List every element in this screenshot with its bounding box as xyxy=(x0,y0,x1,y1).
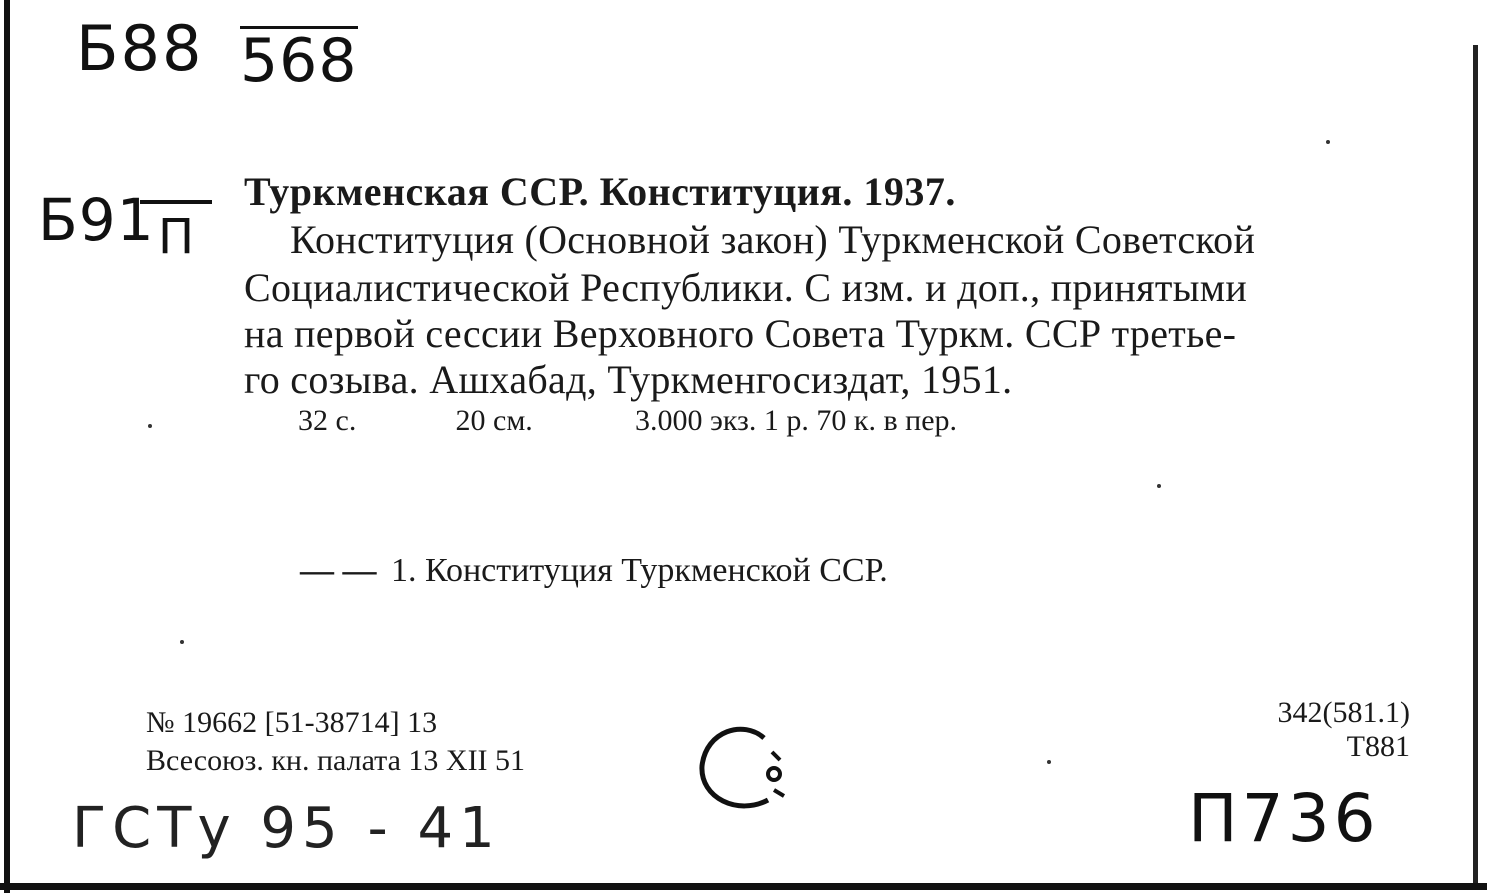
collation-line xyxy=(298,404,957,438)
card-bottom-edge xyxy=(0,883,1487,890)
handwritten-shelf-mark: П736 xyxy=(1188,780,1380,857)
footer-classification xyxy=(1230,696,1410,764)
call-number-mid-numerator: Б91 xyxy=(38,186,155,254)
speck xyxy=(180,640,184,644)
speck xyxy=(1157,484,1161,488)
card-left-edge xyxy=(4,0,10,893)
subject-entry: 1. Конституция Туркменской ССР. xyxy=(391,552,888,589)
speck xyxy=(1326,140,1330,144)
handwritten-inventory-number: ГСТу 95 - 41 xyxy=(72,796,501,861)
body-line-1: Конституция (Основной закон) Туркменской Советской xyxy=(290,217,1256,262)
classification-number: 342(581.1) xyxy=(1277,696,1410,729)
body-line-3: на первой сессии Верховного Совета Туркм. ССР третье- xyxy=(244,311,1237,356)
library-stamp-icon xyxy=(694,716,790,816)
speck xyxy=(1047,760,1051,764)
card-right-edge xyxy=(1473,45,1478,885)
card-heading: Туркменская ССР. Конституция. 1937. xyxy=(244,169,956,214)
chamber-date: Всесоюз. кн. палата 13 XII 51 xyxy=(146,744,526,777)
speck xyxy=(148,424,152,428)
call-number-mid-denominator: П xyxy=(140,200,212,270)
registration-number: № 19662 [51-38714] 13 xyxy=(146,706,438,739)
author-mark: Т881 xyxy=(1346,730,1410,763)
body-line-2: Социалистической Республики. С изм. и доп., принятыми xyxy=(244,265,1248,310)
collation-pages: 32 с. xyxy=(298,404,357,437)
collation-size: 20 см. xyxy=(455,404,533,437)
subject-dashes: — — xyxy=(300,552,377,589)
subject-heading xyxy=(300,552,888,590)
call-number-top-numerator: Б88 xyxy=(76,12,204,85)
collation-copies-price: 3.000 экз. 1 р. 70 к. в пер. xyxy=(635,404,958,437)
call-number-top-denominator: 568 xyxy=(240,26,358,96)
body-line-4: го созыва. Ашхабад, Туркменгосиздат, 1951. xyxy=(244,357,1013,402)
footer-registration xyxy=(146,704,525,780)
